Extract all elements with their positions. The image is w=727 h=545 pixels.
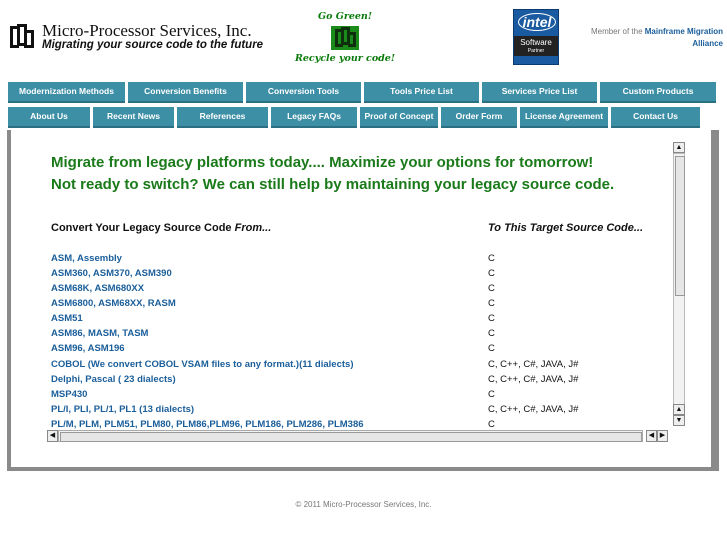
horizontal-scrollbar-thumb[interactable] [60, 432, 642, 442]
scroll-right-arrow-icon[interactable]: ▶ [657, 430, 668, 442]
scroll-left-arrow-icon[interactable]: ◀ [47, 430, 58, 442]
source-language-link[interactable]: ASM96, ASM196 [51, 343, 125, 354]
target-language: C [488, 283, 495, 294]
table-row [51, 313, 671, 328]
target-column-header: To This Target Source Code... [488, 222, 644, 234]
page-headline [51, 152, 614, 196]
mps-logo-icon [10, 24, 34, 50]
company-tagline: Migrating your source code to the future [42, 39, 264, 51]
nav-proof-of-concept[interactable]: Proof of Concept [360, 107, 438, 128]
nav-tools-price-list[interactable]: Tools Price List [364, 82, 479, 103]
table-row [51, 419, 671, 430]
target-language: C, C++, C#, JAVA, J# [488, 374, 579, 385]
table-row [51, 359, 671, 374]
nav-custom-products[interactable]: Custom Products [600, 82, 716, 103]
table-row [51, 343, 671, 358]
source-language-link[interactable]: ASM360, ASM370, ASM390 [51, 268, 172, 279]
content-panel [11, 130, 711, 467]
source-language-link[interactable]: ASM51 [51, 313, 83, 324]
target-language: C [488, 313, 495, 324]
vertical-scrollbar[interactable] [673, 153, 685, 405]
intel-software-partner-badge [513, 9, 559, 65]
go-green-text: Go Green! [317, 11, 373, 22]
nav-license-agreement[interactable]: License Agreement [520, 107, 608, 128]
intel-software-label: Software [520, 38, 552, 47]
table-row [51, 328, 671, 343]
company-logo[interactable] [10, 22, 263, 52]
source-language-link[interactable]: COBOL (We convert COBOL VSAM files to any format.)(11 dialects) [51, 359, 354, 370]
scroll-up-arrow-icon[interactable]: ▲ [673, 142, 685, 153]
nav-about-us[interactable]: About Us [8, 107, 90, 128]
membership-note [563, 26, 723, 50]
scroll-up-arrow-icon[interactable]: ▲ [673, 404, 685, 415]
target-language: C [488, 328, 495, 339]
target-language: C [488, 253, 495, 264]
member-prefix: Member of the [590, 27, 643, 36]
target-language: C, C++, C#, JAVA, J# [488, 359, 579, 370]
intel-partner-label: Partner [527, 48, 545, 54]
header [0, 0, 727, 80]
table-row [51, 404, 671, 419]
source-language-link[interactable]: PL/M, PLM, PLM51, PLM80, PLM86,PLM96, PLM186, PLM286, PLM386 [51, 419, 364, 430]
recycle-logo-icon [331, 26, 359, 50]
table-row [51, 374, 671, 389]
headline-line-2: Not ready to switch? We can still help by maintaining your legacy source code. [51, 176, 615, 193]
horizontal-scrollbar[interactable] [58, 430, 643, 442]
intel-logo-icon: intel [518, 13, 556, 31]
source-language-link[interactable]: ASM6800, ASM68XX, RASM [51, 298, 176, 309]
main-nav-row-2 [8, 107, 727, 128]
table-row [51, 298, 671, 313]
scroll-down-arrow-icon[interactable]: ▼ [673, 415, 685, 426]
nav-conversion-tools[interactable]: Conversion Tools [246, 82, 361, 103]
headline-line-1: Migrate from legacy platforms today.... Maximize your options for tomorrow! [51, 154, 594, 171]
vertical-scrollbar-thumb[interactable] [675, 156, 685, 296]
nav-conversion-benefits[interactable]: Conversion Benefits [128, 82, 243, 103]
nav-recent-news[interactable]: Recent News [93, 107, 174, 128]
recycle-text: Recycle your code! [294, 53, 396, 64]
source-language-link[interactable]: PL/I, PLI, PL/1, PL1 (13 dialects) [51, 404, 195, 415]
content-frame [7, 130, 719, 471]
source-language-link[interactable]: ASM, Assembly [51, 253, 122, 264]
target-language: C [488, 419, 495, 430]
table-row [51, 253, 671, 268]
table-row [51, 283, 671, 298]
go-green-badge [290, 11, 400, 64]
nav-contact-us[interactable]: Contact Us [611, 107, 700, 128]
nav-services-price-list[interactable]: Services Price List [482, 82, 597, 103]
target-language: C [488, 343, 495, 354]
source-language-link[interactable]: MSP430 [51, 389, 88, 400]
nav-order-form[interactable]: Order Form [441, 107, 517, 128]
table-row [51, 268, 671, 283]
scroll-left-arrow-icon[interactable]: ◀ [646, 430, 657, 442]
source-language-link[interactable]: ASM68K, ASM680XX [51, 283, 145, 294]
nav-references[interactable]: References [177, 107, 268, 128]
mainframe-migration-alliance-link[interactable]: Mainframe Migration Alliance [644, 27, 723, 48]
company-name: Micro-Processor Services, Inc. [42, 21, 252, 40]
conversion-list-scroll-area[interactable] [15, 135, 690, 430]
source-column-header: Convert Your Legacy Source Code From... [51, 222, 272, 234]
nav-legacy-faqs[interactable]: Legacy FAQs [271, 107, 357, 128]
target-language: C [488, 389, 495, 400]
table-row [51, 389, 671, 404]
target-language: C [488, 298, 495, 309]
target-language: C, C++, C#, JAVA, J# [488, 404, 579, 415]
footer-copyright: © 2011 Micro-Processor Services, Inc. [295, 500, 432, 509]
source-language-link[interactable]: Delphi, Pascal ( 23 dialects) [51, 374, 176, 385]
target-language: C [488, 268, 495, 279]
nav-modernization-methods[interactable]: Modernization Methods [8, 82, 125, 103]
source-language-link[interactable]: ASM86, MASM, TASM [51, 328, 149, 339]
main-nav-row-1 [8, 82, 727, 103]
